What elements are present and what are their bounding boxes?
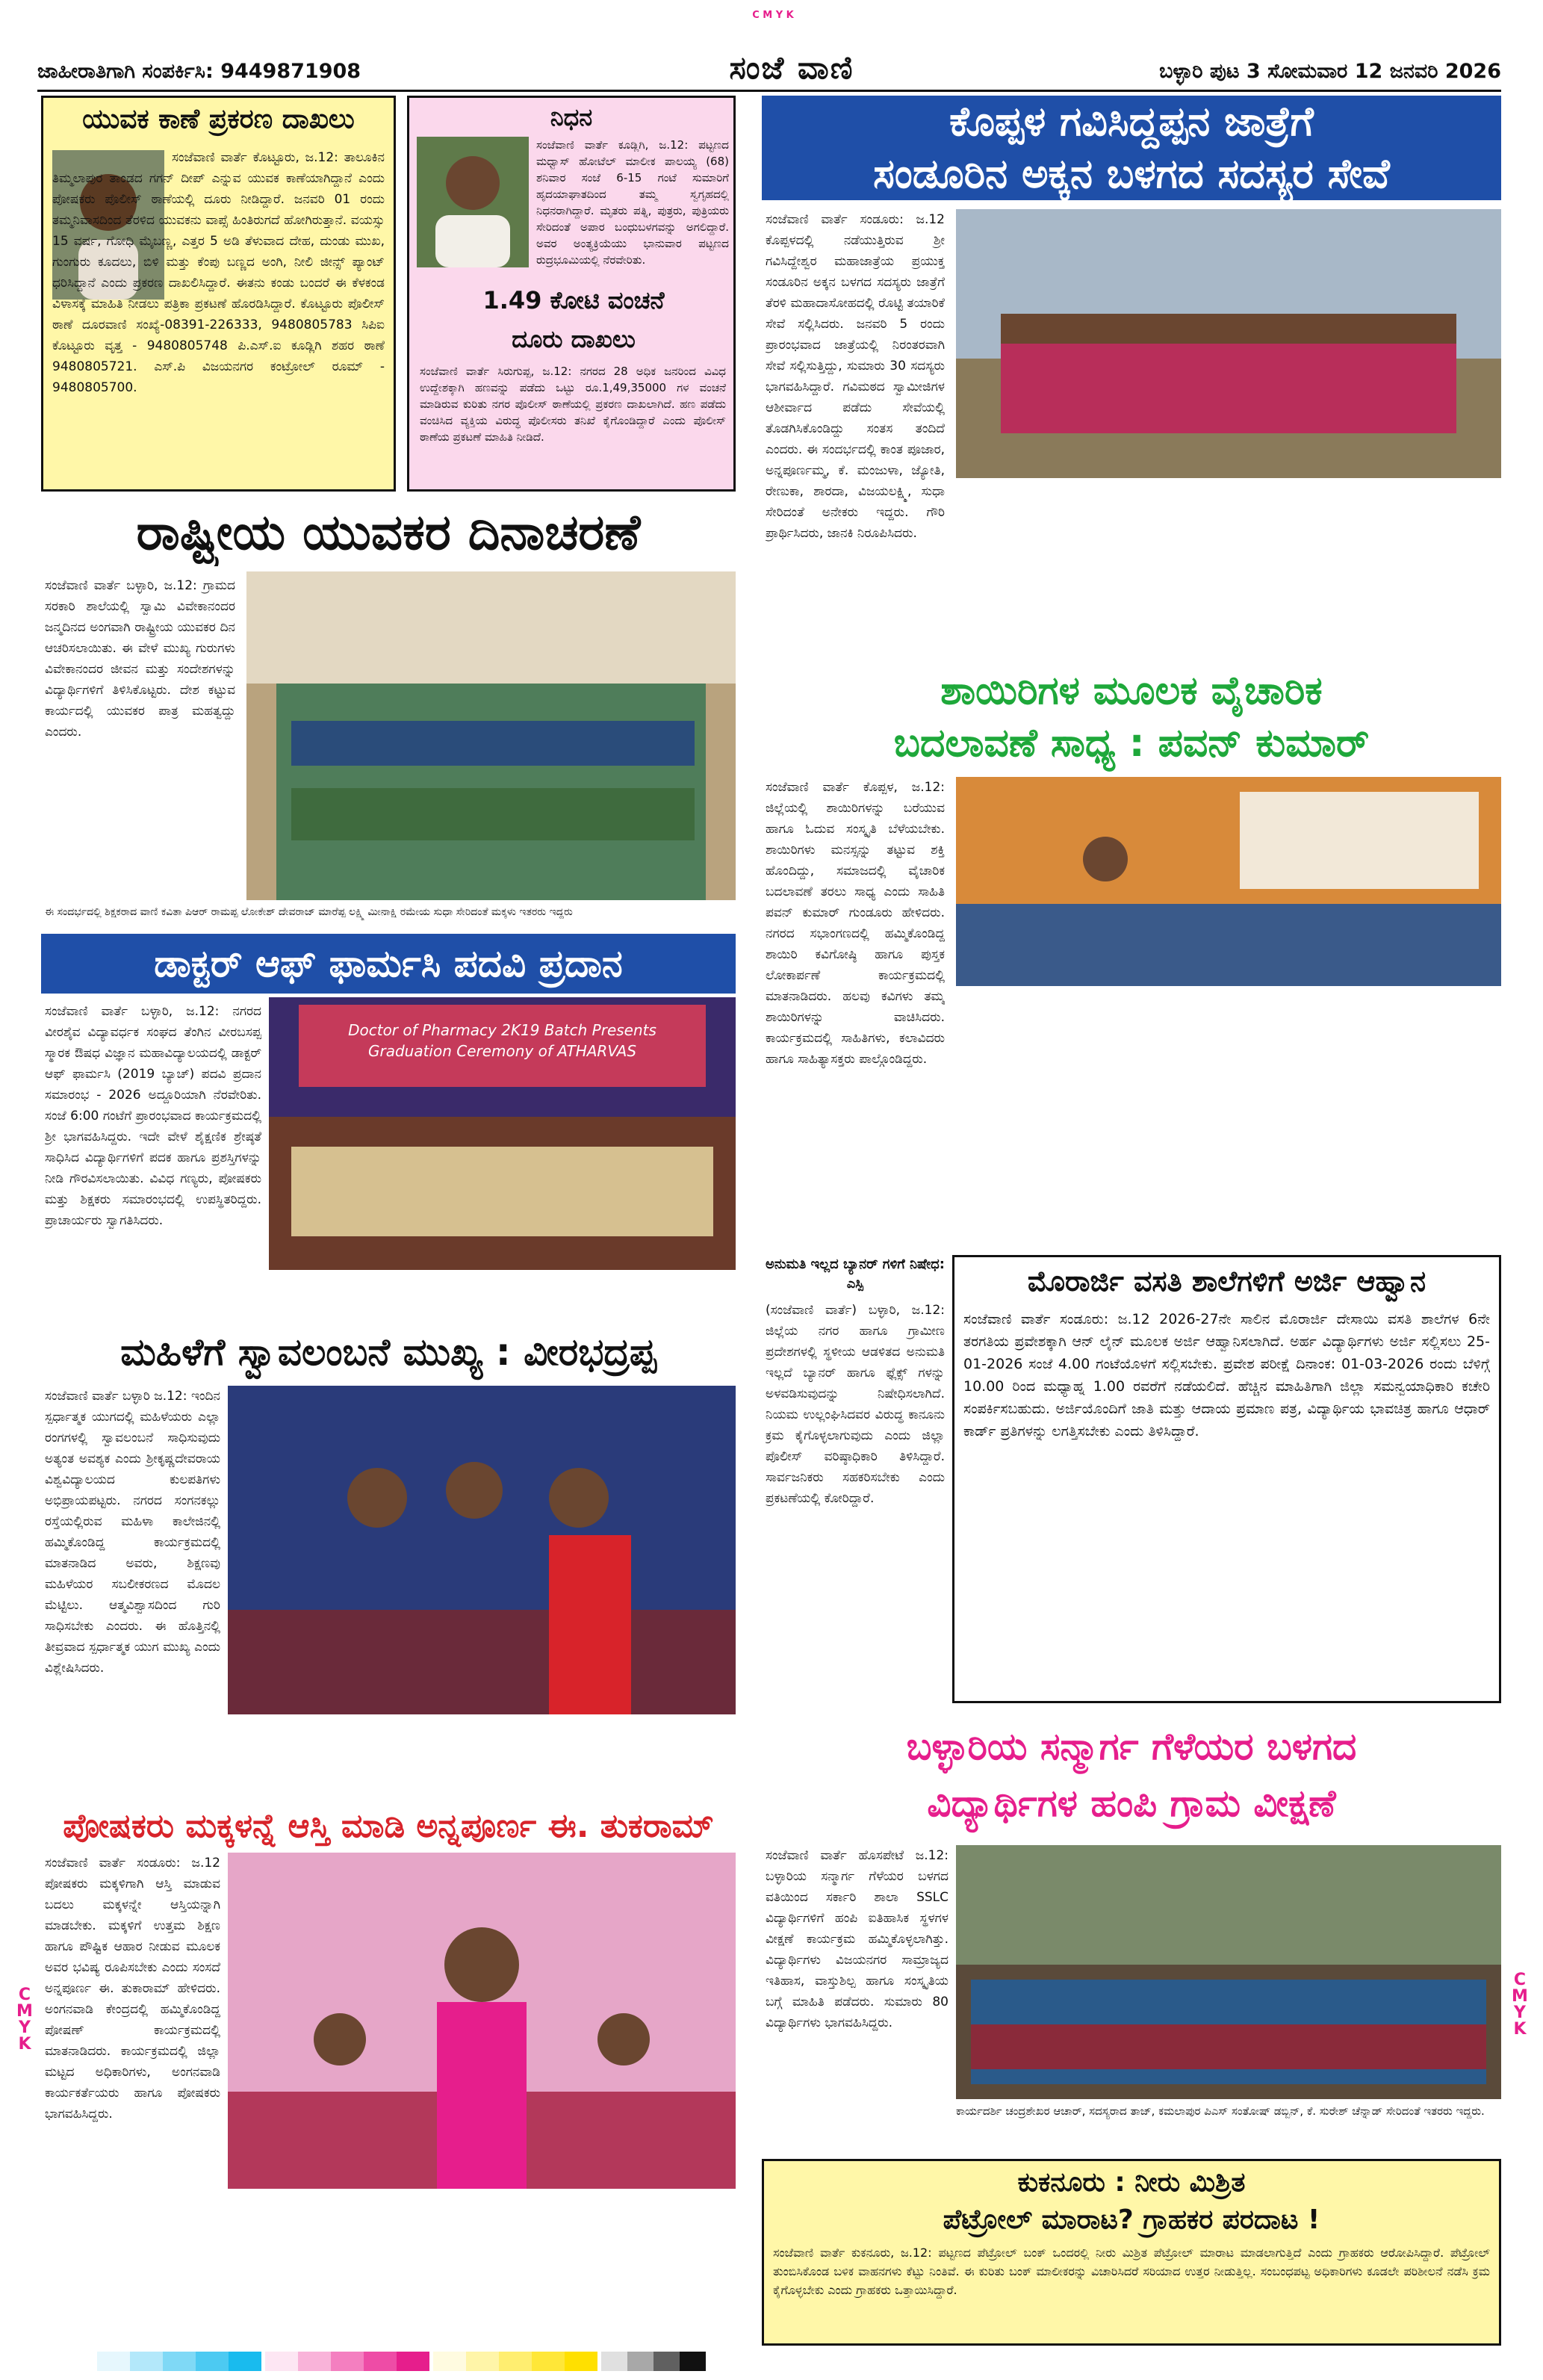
header-rule [37, 90, 1501, 92]
hampi-title [762, 1718, 1501, 1838]
hampi-caption: ಕಾರ್ಯದರ್ಶಿ ಚಂದ್ರಶೇಖರ ಆಚಾರ್, ಸದಸ್ಯರಾದ ತಾಜ್, ಕಮಲಾಪುರ ಪಿಎಸ್ ಸಂತೋಷ್ ಡಬ್ಬಿನ್, ಕೆ. ಸುರೇಶ್ ಚೆನ್ನಾಡ್ ಸೇರಿದಂತೆ ಇತರರು ಇದ್ದರು. [956, 2104, 1485, 2118]
registration-mark-top: C M Y K [752, 10, 794, 21]
banner-notice-body: (ಸಂಜೆವಾಣಿ ವಾರ್ತೆ) ಬಳ್ಳಾರಿ, ಜ.12: ಜಿಲ್ಲೆಯ ನಗರ ಹಾಗೂ ಗ್ರಾಮೀಣ ಪ್ರದೇಶಗಳಲ್ಲಿ ಸ್ಥಳೀಯ ಆಡಳಿತದ ಅನುಮತಿ ಇಲ್ಲದೆ ಬ್ಯಾನರ್ ಹಾಗೂ ಫ್ಲೆಕ್ಸ್ ಗಳನ್ನು ಅಳವಡಿಸುವುದನ್ನು ನಿಷೇಧಿಸಲಾಗಿದೆ. ನಿಯಮ ಉಲ್ಲಂಘಿಸಿದವರ ವಿರುದ್ಧ ಕಾನೂನು ಕ್ರಮ ಕೈಗೊಳ್ಳಲಾಗುವುದು ಎಂದು ಜಿಲ್ಲಾ ಪೊಲೀಸ್ ವರಿಷ್ಠಾಧಿಕಾರಿ ತಿಳಿಸಿದ್ದಾರೆ. ಸಾರ್ವಜನಿಕರು ಸಹಕರಿಸಬೇಕು ಎಂದು ಪ್ರಕಟಣೆಯಲ್ಲಿ ಕೋರಿದ್ದಾರೆ. [766, 1303, 945, 1506]
missing-youth-article [41, 96, 396, 492]
petrol-article [762, 2159, 1501, 2346]
page-info: ಬಳ್ಳಾರಿ ಪುಟ 3 ಸೋಮವಾರ 12 ಜನವರಿ 2026 [1159, 60, 1501, 83]
color-bar-magenta [265, 2352, 429, 2371]
hampi-title-line1: ಬಳ್ಳಾರಿಯ ಸನ್ಮಾರ್ಗ ಗೆಳೆಯರ ಬಳಗದ [906, 1725, 1357, 1768]
missing-youth-body: ಸಂಜೆವಾಣಿ ವಾರ್ತೆ ಕೊಟ್ಟೂರು, ಜ.12: ತಾಲೂಕಿನ ತಿಮ್ಮಲಾಪುರ ತಾಂಡದ ಗಗನ್ ದೀಪ್ ಎನ್ನುವ ಯುವಕ ಕಾಣೆಯಾಗಿದ್ದಾನೆ ಎಂದು ಪೋಷಕರು ಪೊಲೀಸ್ ಠಾಣೆಯಲ್ಲಿ ದೂರು ನೀಡಿದ್ದಾರೆ. ಜನವರಿ 01 ರಂದು ತಮ್ಮನಿವಾಸದಿಂದ ತೆರಳಿದ ಯುವಕನು ವಾಪ್ಸೆ ಹಿಂತಿರುಗದೆ ಹೋಗಿರುತ್ತಾನೆ. ವಯಸ್ಸು 15 ವರ್ಷ, ಗೋಧಿ ಮೈಬಣ್ಣ, ಎತ್ತರ 5 ಅಡಿ ತೆಳುವಾದ ದೇಹ, ದುಂಡು ಮುಖ, ಗುಂಗುರು ಕೂದಲು, ಬಿಳಿ ಮತ್ತು ಕೆಂಪು ಬಣ್ಣದ ಅಂಗಿ, ನೀಲಿ ಜೀನ್ಸ್ ಪ್ಯಾಂಟ್ ಧರಿಸಿದ್ದಾನೆ ಎಂದು ಪ್ರಕರಣ ದಾಖಲಿಸಿದ್ದಾರೆ. ಈತನು ಕಂಡು ಬಂದರೆ ಈ ಕೆಳಕಂಡ ವಿಳಾಸಕ್ಕೆ ಮಾಹಿತಿ ನೀಡಲು ಪತ್ರಿಕಾ ಪ್ರಕಟಣೆ ಹೊರಡಿಸಿದ್ದಾರೆ. ಕೊಟ್ಟೂರು ಪೊಲೀಸ್ ಠಾಣೆ ದೂರವಾಣಿ ಸಂಖ್ಯೆ-08391-226333, 9480805783 ಸಿಪಿಐ ಕೊಟ್ಟೂರು ವೃತ್ತ - 9480805748 ಪಿ.ಎಸ್.ಐ ಕೂಡ್ಲಿಗಿ ಶಹರ ಠಾಣೆ 9480805721. ಎಸ್.ಪಿ ವಿಜಯನಗರ ಕಂಟ್ರೋಲ್ ರೂಮ್ - 9480805700. [52, 150, 385, 395]
koppal-body-cont [956, 486, 1501, 672]
youth-day-caption: ಈ ಸಂದರ್ಭದಲ್ಲಿ ಶಿಕ್ಷಕರಾದ ವಾಣಿ ಕವಿತಾ ಪಿಆರ್ ರಾಮಪ್ಪ ಲೋಕೇಶ್ ದೇವರಾಜ್ ಮಾರೆಪ್ಪ ಲಕ್ಷ್ಮಿ ಮೀನಾಕ್ಷಿ ರಮೇಯ ಸುಧಾ ಸೇರಿದಂತೆ ಮಕ್ಕಳು ಇತರರು ಇದ್ದರು [45, 906, 573, 918]
pharma-title-band [41, 934, 736, 994]
missing-youth-title: ಯುವಕ ಕಾಣೆ ಪ್ರಕರಣ ದಾಖಲು [82, 104, 355, 134]
pharma-body-cont [269, 1274, 736, 1318]
koppal-title-line1: ಕೊಪ್ಪಳ ಗವಿಸಿದ್ದಪ್ಪನ ಜಾತ್ರೆಗೆ [949, 98, 1314, 145]
nutrition-title: ಪೋಷಕರು ಮಕ್ಕಳನ್ನೆ ಆಸ್ತಿ ಮಾಡಿ ಅನ್ನಪೂರ್ಣ ಈ. ತುಕರಾಮ್ [63, 1807, 714, 1845]
color-bar-black [601, 2352, 706, 2371]
youth-day-body: ಸಂಜೆವಾಣಿ ವಾರ್ತೆ ಬಳ್ಳಾರಿ, ಜ.12: ಗ್ರಾಮದ ಸರಕಾರಿ ಶಾಲೆಯಲ್ಲಿ ಸ್ವಾಮಿ ವಿವೇಕಾನಂದರ ಜನ್ಮದಿನದ ಅಂಗವಾಗಿ ರಾಷ್ಟ್ರೀಯ ಯುವಕರ ದಿನ ಆಚರಿಸಲಾಯಿತು. ಈ ವೇಳೆ ಮುಖ್ಯ ಗುರುಗಳು ವಿವೇಕಾನಂದರ ಜೀವನ ಮತ್ತು ಸಂದೇಶಗಳನ್ನು ವಿದ್ಯಾರ್ಥಿಗಳಿಗೆ ತಿಳಿಸಿಕೊಟ್ಟರು. ದೇಶ ಕಟ್ಟುವ ಕಾರ್ಯದಲ್ಲಿ ಯುವಕರ ಪಾತ್ರ ಮಹತ್ವದ್ದು ಎಂದರು. [45, 578, 235, 740]
fraud-title: 1.49 ಕೋಟಿ ವಂಚನೆ ದೂರು ದಾಖಲು [482, 286, 665, 353]
hampi-body: ಸಂಜೆವಾಣಿ ವಾರ್ತೆ ಹೊಸಪೇಟೆ ಜ.12: ಬಳ್ಳಾರಿಯ ಸನ್ಮಾರ್ಗ ಗೆಳೆಯರ ಬಳಗದ ವತಿಯಿಂದ ಸರ್ಕಾರಿ ಶಾಲಾ SSLC ವಿದ್ಯಾರ್ಥಿಗಳಿಗೆ ಹಂಪಿ ಐತಿಹಾಸಿಕ ಸ್ಥಳಗಳ ವೀಕ್ಷಣೆ ಕಾರ್ಯಕ್ರಮ ಹಮ್ಮಿಕೊಳ್ಳಲಾಗಿತ್ತು. ವಿದ್ಯಾರ್ಥಿಗಳು ವಿಜಯನಗರ ಸಾಮ್ರಾಜ್ಯದ ಇತಿಹಾಸ, ವಾಸ್ತುಶಿಲ್ಪ ಹಾಗೂ ಸಂಸ್ಕೃತಿಯ ಬಗ್ಗೆ ಮಾಹಿತಿ ಪಡೆದರು. ಸುಮಾರು 80 ವಿದ್ಯಾರ್ಥಿಗಳು ಭಾಗವಹಿಸಿದ್ದರು. [766, 1848, 949, 2030]
koppal-body: ಸಂಜೆವಾಣಿ ವಾರ್ತೆ ಸಂಡೂರು: ಜ.12 ಕೊಪ್ಪಳದಲ್ಲಿ ನಡೆಯುತ್ತಿರುವ ಶ್ರೀ ಗವಿಸಿದ್ದೇಶ್ವರ ಮಹಾಜಾತ್ರೆಯ ಪ್ರಯುಕ್ತ ಸಂಡೂರಿನ ಅಕ್ಕನ ಬಳಗದ ಸದಸ್ಯರು ಜಾತ್ರೆಗೆ ತೆರಳಿ ಮಹಾದಾಸೋಹದಲ್ಲಿ ರೊಟ್ಟಿ ತಯಾರಿಕೆ ಸೇವೆ ಸಲ್ಲಿಸಿದರು. ಜನವರಿ 5 ರಂದು ಪ್ರಾರಂಭವಾದ ಜಾತ್ರೆಯಲ್ಲಿ ನಿರಂತರವಾಗಿ ಸೇವೆ ಸಲ್ಲಿಸುತ್ತಿದ್ದು, ಸುಮಾರು 30 ಸದಸ್ಯರು ಭಾಗವಹಿಸಿದ್ದಾರೆ. ಗವಿಮಠದ ಸ್ವಾಮೀಜಿಗಳ ಆಶೀರ್ವಾದ ಪಡೆದು ಸೇವೆಯಲ್ಲಿ ತೊಡಗಿಸಿಕೊಂಡಿದ್ದು ಸಂತಸ ತಂದಿದೆ ಎಂದರು. ಈ ಸಂದರ್ಭದಲ್ಲಿ ಕಾಂತ ಪೂಜಾರ, ಅನ್ನಪೂರ್ಣಮ್ಮ, ಕೆ. ಮಂಜುಳಾ, ಜ್ಯೋತಿ, ರೇಣುಕಾ, ಶಾರದಾ, ವಿಜಯಲಕ್ಷ್ಮಿ, ಸುಧಾ ಸೇರಿದಂತೆ ಅನೇಕರು ಇದ್ದರು. ಗೌರಿ ಪ್ರಾರ್ಥಿಸಿದರು, ಜಾನಕಿ ನಿರೂಪಿಸಿದರು. [766, 212, 945, 541]
pharma-title: ಡಾಕ್ಟರ್ ಆಫ್ ಫಾರ್ಮಸಿ ಪದವಿ ಪ್ರದಾನ [154, 942, 623, 985]
color-bar-cyan [97, 2352, 261, 2371]
koppal-title-line2: ಸಂಡೂರಿನ ಅಕ್ಕನ ಬಳಗದ ಸದಸ್ಯರ ಸೇವೆ [873, 150, 1390, 197]
pharma-banner-text: Doctor of Pharmacy 2K19 Batch Presents Graduation Ceremony of ATHARVAS [348, 1021, 656, 1060]
women-body: ಸಂಜೆವಾಣಿ ವಾರ್ತೆ ಬಳ್ಳಾರಿ ಜ.12: ಇಂದಿನ ಸ್ಪರ್ಧಾತ್ಮಕ ಯುಗದಲ್ಲಿ ಮಹಿಳೆಯರು ಎಲ್ಲಾ ರಂಗಗಳಲ್ಲಿ ಸ್ವಾವಲಂಬನೆ ಸಾಧಿಸುವುದು ಅತ್ಯಂತ ಅವಶ್ಯಕ ಎಂದು ಶ್ರೀಕೃಷ್ಣದೇವರಾಯ ವಿಶ್ವವಿದ್ಯಾಲಯದ ಕುಲಪತಿಗಳು ಅಭಿಪ್ರಾಯಪಟ್ಟರು. ನಗರದ ಸಂಗನಕಲ್ಲು ರಸ್ತೆಯಲ್ಲಿರುವ ಮಹಿಳಾ ಕಾಲೇಜಿನಲ್ಲಿ ಹಮ್ಮಿಕೊಂಡಿದ್ದ ಕಾರ್ಯಕ್ರಮದಲ್ಲಿ ಮಾತನಾಡಿದ ಅವರು, ಶಿಕ್ಷಣವು ಮಹಿಳೆಯರ ಸಬಲೀಕರಣದ ಮೊದಲ ಮೆಟ್ಟಿಲು. ಆತ್ಮವಿಶ್ವಾಸದಿಂದ ಗುರಿ ಸಾಧಿಸಬೇಕು ಎಂದರು. ಈ ಹೊತ್ತಿನಲ್ಲಿ ತೀವ್ರವಾದ ಸ್ಪರ್ಧಾತ್ಮಕ ಯುಗ ಮುಖ್ಯ ಎಂದು ವಿಶ್ಲೇಷಿಸಿದರು. [45, 1389, 220, 1676]
women-photo [228, 1386, 736, 1714]
morarji-body: ಸಂಜೆವಾಣಿ ವಾರ್ತೆ ಸಂಡೂರು: ಜ.12 2026-27ನೇ ಸಾಲಿನ ಮೊರಾರ್ಜಿ ದೇಸಾಯಿ ವಸತಿ ಶಾಲೆಗಳ 6ನೇ ತರಗತಿಯ ಪ್ರವೇಶಕ್ಕಾಗಿ ಆನ್ ಲೈನ್ ಮೂಲಕ ಅರ್ಜಿ ಆಹ್ವಾನಿಸಲಾಗಿದೆ. ಅರ್ಹ ವಿದ್ಯಾರ್ಥಿಗಳು ಅರ್ಜಿ ಸಲ್ಲಿಸಲು 25-01-2026 ಸಂಜೆ 4.00 ಗಂಟೆಯೊಳಗೆ ಸಲ್ಲಿಸಬೇಕು. ಪ್ರವೇಶ ಪರೀಕ್ಷೆ ದಿನಾಂಕ: 01-03-2026 ರಂದು ಬೆಳಿಗ್ಗೆ 10.00 ರಿಂದ ಮಧ್ಯಾಹ್ನ 1.00 ರವರೆಗೆ ನಡೆಯಲಿದೆ. ಹೆಚ್ಚಿನ ಮಾಹಿತಿಗಾಗಿ ಜಿಲ್ಲಾ ಸಮನ್ವಯಾಧಿಕಾರಿ ಕಚೇರಿ ಸಂಪರ್ಕಿಸಬಹುದು. ಅರ್ಜಿಯೊಂದಿಗೆ ಜಾತಿ ಮತ್ತು ಆದಾಯ ಪ್ರಮಾಣ ಪತ್ರ, ವಿದ್ಯಾರ್ಥಿಯ ಭಾವಚಿತ್ರ ಹಾಗೂ ಆಧಾರ್ ಕಾರ್ಡ್ ಪ್ರತಿಗಳನ್ನು ಲಗತ್ತಿಸಬೇಕು ಎಂದು ತಿಳಿಸಿದ್ದಾರೆ. [963, 1311, 1490, 1440]
hampi-title-line2: ವಿದ್ಯಾರ್ಥಿಗಳ ಹಂಪಿ ಗ್ರಾಮ ವೀಕ್ಷಣೆ [927, 1782, 1336, 1825]
petrol-body: ಸಂಜೆವಾಣಿ ವಾರ್ತೆ ಕುಕನೂರು, ಜ.12: ಪಟ್ಟಣದ ಪೆಟ್ರೋಲ್ ಬಂಕ್ ಒಂದರಲ್ಲಿ ನೀರು ಮಿಶ್ರಿತ ಪೆಟ್ರೋಲ್ ಮಾರಾಟ ಮಾಡಲಾಗುತ್ತಿದೆ ಎಂದು ಗ್ರಾಹಕರು ಆರೋಪಿಸಿದ್ದಾರೆ. ಪೆಟ್ರೋಲ್ ತುಂಬಿಸಿಕೊಂಡ ಬಳಿಕ ವಾಹನಗಳು ಕೆಟ್ಟು ನಿಂತಿವೆ. ಈ ಕುರಿತು ಬಂಕ್ ಮಾಲೀಕರನ್ನು ವಿಚಾರಿಸಿದರೆ ಸರಿಯಾದ ಉತ್ತರ ನೀಡುತ್ತಿಲ್ಲ. ಸಂಬಂಧಪಟ್ಟ ಅಧಿಕಾರಿಗಳು ಕೂಡಲೇ ಪರಿಶೀಲನೆ ನಡೆಸಿ ಕ್ರಮ ಕೈಗೊಳ್ಳಬೇಕು ಎಂದು ಗ್ರಾಹಕರು ಒತ್ತಾಯಿಸಿದ್ದಾರೆ. [773, 2246, 1490, 2297]
morarji-title: ಮೊರಾರ್ಜಿ ವಸತಿ ಶಾಲೆಗಳಿಗೆ ಅರ್ಜಿ ಆಹ್ವಾನ [1027, 1265, 1426, 1298]
petrol-title-line2: ಪೆಟ್ರೋಲ್ ಮಾರಾಟ? ಗ್ರಾಹಕರ ಪರದಾಟ ! [943, 2204, 1320, 2235]
masthead-title: ಸಂಜೆ ವಾಣಿ [729, 49, 854, 86]
pharma-photo [269, 997, 736, 1270]
obituary-photo [417, 137, 529, 267]
koppal-title-band [762, 96, 1501, 200]
women-title: ಮಹಿಳೆಗೆ ಸ್ವಾವಲಂಬನೆ ಮುಖ್ಯ : ವೀರಭದ್ರಪ್ಪ [120, 1330, 656, 1374]
banner-notice-title: ಅನುಮತಿ ಇಲ್ಲದ ಬ್ಯಾನರ್ ಗಳಿಗೆ ನಿಷೇಧ: ಎಸ್ಪಿ [766, 1256, 945, 1292]
poetry-body: ಸಂಜೆವಾಣಿ ವಾರ್ತೆ ಕೊಪ್ಪಳ, ಜ.12: ಜಿಲ್ಲೆಯಲ್ಲಿ ಶಾಯಿರಿಗಳನ್ನು ಬರೆಯುವ ಹಾಗೂ ಓದುವ ಸಂಸ್ಕೃತಿ ಬೆಳೆಯಬೇಕು. ಶಾಯಿರಿಗಳು ಮನಸ್ಸನ್ನು ತಟ್ಟುವ ಶಕ್ತಿ ಹೊಂದಿದ್ದು, ಸಮಾಜದಲ್ಲಿ ವೈಚಾರಿಕ ಬದಲಾವಣೆ ತರಲು ಸಾಧ್ಯ ಎಂದು ಸಾಹಿತಿ ಪವನ್ ಕುಮಾರ್ ಗುಂಡೂರು ಹೇಳಿದರು. ನಗರದ ಸಭಾಂಗಣದಲ್ಲಿ ಹಮ್ಮಿಕೊಂಡಿದ್ದ ಶಾಯಿರಿ ಕವಿಗೋಷ್ಠಿ ಹಾಗೂ ಪುಸ್ತಕ ಲೋಕಾರ್ಪಣೆ ಕಾರ್ಯಕ್ರಮದಲ್ಲಿ ಮಾತನಾಡಿದರು. ಹಲವು ಕವಿಗಳು ತಮ್ಮ ಶಾಯಿರಿಗಳನ್ನು ವಾಚಿಸಿದರು. ಕಾರ್ಯಕ್ರಮದಲ್ಲಿ ಸಾಹಿತಿಗಳು, ಕಲಾವಿದರು ಹಾಗೂ ಸಾಹಿತ್ಯಾಸಕ್ತರು ಪಾಲ್ಗೊಂಡಿದ್ದರು. [766, 780, 945, 1067]
nutrition-photo [228, 1853, 736, 2189]
poetry-title-line1: ಶಾಯಿರಿಗಳ ಮೂಲಕ ವೈಚಾರಿಕ [940, 669, 1323, 713]
obituary-title: ನಿಧನ [550, 103, 593, 131]
pharma-body: ಸಂಜೆವಾಣಿ ವಾರ್ತೆ ಬಳ್ಳಾರಿ, ಜ.12: ನಗರದ ವೀರಶೈವ ವಿದ್ಯಾವರ್ಧಕ ಸಂಘದ ತೆಂಗಿನ ವೀರಬಸಪ್ಪ ಸ್ಮಾರಕ ಔಷಧ ವಿಜ್ಞಾನ ಮಹಾವಿದ್ಯಾಲಯದಲ್ಲಿ ಡಾಕ್ಟರ್ ಆಫ್ ಫಾರ್ಮಸಿ (2019 ಬ್ಯಾಚ್) ಪದವಿ ಪ್ರದಾನ ಸಮಾರಂಭ - 2026 ಅದ್ದೂರಿಯಾಗಿ ನೆರವೇರಿತು. ಸಂಜೆ 6:00 ಗಂಟೆಗೆ ಪ್ರಾರಂಭವಾದ ಕಾರ್ಯಕ್ರಮದಲ್ಲಿ ಶ್ರೀ ಭಾಗವಹಿಸಿದ್ದರು. ಇದೇ ವೇಳೆ ಶೈಕ್ಷಣಿಕ ಶ್ರೇಷ್ಠತೆ ಸಾಧಿಸಿದ ವಿದ್ಯಾರ್ಥಿಗಳಿಗೆ ಪದಕ ಹಾಗೂ ಪ್ರಶಸ್ತಿಗಳನ್ನು ನೀಡಿ ಗೌರವಿಸಲಾಯಿತು. ವಿವಿಧ ಗಣ್ಯರು, ಪೋಷಕರು ಮತ್ತು ಶಿಕ್ಷಕರು ಸಮಾರಂಭದಲ್ಲಿ ಉಪಸ್ಥಿತರಿದ್ದರು. ಪ್ರಾಚಾರ್ಯರು ಸ್ವಾಗತಿಸಿದರು. [45, 1004, 261, 1228]
ad-contact: ಜಾಹೀರಾತಿಗಾಗಿ ಸಂಪರ್ಕಿಸಿ: 9449871908 [37, 60, 361, 83]
youth-day-title: ರಾಷ್ಟ್ರೀಯ ಯುವಕರ ದಿನಾಚರಣೆ [136, 503, 641, 561]
obituary-fraud-article [407, 96, 736, 492]
youth-day-photo [246, 571, 736, 900]
obituary-body: ಸಂಜೆವಾಣಿ ವಾರ್ತೆ ಕೂಡ್ಲಿಗಿ, ಜ.12: ಪಟ್ಟಣದ ಮಧ್ವಾಸ್ ಹೋಟೆಲ್ ಮಾಲೀಕ ಪಾಲಯ್ಯ (68) ಶನಿವಾರ ಸಂಜೆ 6-15 ಗಂಟೆ ಸುಮಾರಿಗೆ ಹೃದಯಾಘಾತದಿಂದ ತಮ್ಮ ಸ್ವಗೃಹದಲ್ಲಿ ನಿಧನರಾಗಿದ್ದಾರೆ. ಮೃತರು ಪತ್ನಿ, ಪುತ್ರರು, ಪುತ್ರಿಯರು ಸೇರಿದಂತೆ ಅಪಾರ ಬಂಧುಬಳಗವನ್ನು ಅಗಲಿದ್ದಾರೆ. ಅವರ ಅಂತ್ಯಕ್ರಿಯೆಯು ಭಾನುವಾರ ಪಟ್ಟಣದ ರುದ್ರಭೂಮಿಯಲ್ಲಿ ನೆರವೇರಿತು. [536, 138, 729, 267]
poetry-body-cont [956, 994, 1501, 1248]
hampi-photo [956, 1845, 1501, 2099]
poetry-photo [956, 777, 1501, 986]
petrol-title-line1: ಕುಕನೂರು : ನೀರು ಮಿಶ್ರಿತ [1017, 2167, 1246, 2198]
nutrition-body: ಸಂಜೆವಾಣಿ ವಾರ್ತೆ ಸಂಡೂರು: ಜ.12 ಪೋಷಕರು ಮಕ್ಕಳಿಗಾಗಿ ಆಸ್ತಿ ಮಾಡುವ ಬದಲು ಮಕ್ಕಳನ್ನೇ ಆಸ್ತಿಯನ್ನಾಗಿ ಮಾಡಬೇಕು. ಮಕ್ಕಳಿಗೆ ಉತ್ತಮ ಶಿಕ್ಷಣ ಹಾಗೂ ಪೌಷ್ಟಿಕ ಆಹಾರ ನೀಡುವ ಮೂಲಕ ಅವರ ಭವಿಷ್ಯ ರೂಪಿಸಬೇಕು ಎಂದು ಸಂಸದೆ ಅನ್ನಪೂರ್ಣ ಈ. ತುಕಾರಾಮ್ ಹೇಳಿದರು. ಅಂಗನವಾಡಿ ಕೇಂದ್ರದಲ್ಲಿ ಹಮ್ಮಿಕೊಂಡಿದ್ದ ಪೋಷಣ್ ಕಾರ್ಯಕ್ರಮದಲ್ಲಿ ಮಾತನಾಡಿದರು. ಕಾರ್ಯಕ್ರಮದಲ್ಲಿ ಜಿಲ್ಲಾ ಮಟ್ಟದ ಅಧಿಕಾರಿಗಳು, ಅಂಗನವಾಡಿ ಕಾರ್ಯಕರ್ತೆಯರು ಹಾಗೂ ಪೋಷಕರು ಭಾಗವಹಿಸಿದ್ದರು. [45, 1856, 220, 2122]
side-mark-right: C M Y K [1512, 1971, 1528, 2039]
koppal-photo [956, 209, 1501, 478]
fraud-body: ಸಂಜೆವಾಣಿ ವಾರ್ತೆ ಸಿರುಗುಪ್ಪ, ಜ.12: ನಗರದ 28 ಅಧಿಕ ಜನರಿಂದ ವಿವಿಧ ಉದ್ದೇಶಕ್ಕಾಗಿ ಹಣವನ್ನು ಪಡೆದು ಒಟ್ಟು ರೂ.1,49,35000 ಗಳ ವಂಚನೆ ಮಾಡಿರುವ ಕುರಿತು ನಗರ ಪೊಲೀಸ್ ಠಾಣೆಯಲ್ಲಿ ಪ್ರಕರಣ ದಾಖಲಾಗಿದೆ. ಹಣ ಪಡೆದು ವಂಚಿಸಿದ ವ್ಯಕ್ತಿಯ ವಿರುದ್ಧ ಪೊಲೀಸರು ತನಿಖೆ ಕೈಗೊಂಡಿದ್ದಾರೆ ಎಂದು ಪೊಲೀಸ್ ಠಾಣೆಯ ಪ್ರಕಟಣೆ ಮಾಹಿತಿ ನೀಡಿದೆ. [420, 365, 726, 444]
poetry-title [762, 665, 1501, 769]
masthead [620, 49, 963, 87]
morarji-article [952, 1255, 1501, 1703]
side-mark-left: C M Y K [16, 1986, 33, 2054]
color-bar-yellow [433, 2352, 597, 2371]
page-header [37, 49, 1501, 90]
poetry-title-line2: ಬದಲಾವಣೆ ಸಾಧ್ಯ : ಪವನ್ ಕುಮಾರ್ [893, 721, 1370, 766]
